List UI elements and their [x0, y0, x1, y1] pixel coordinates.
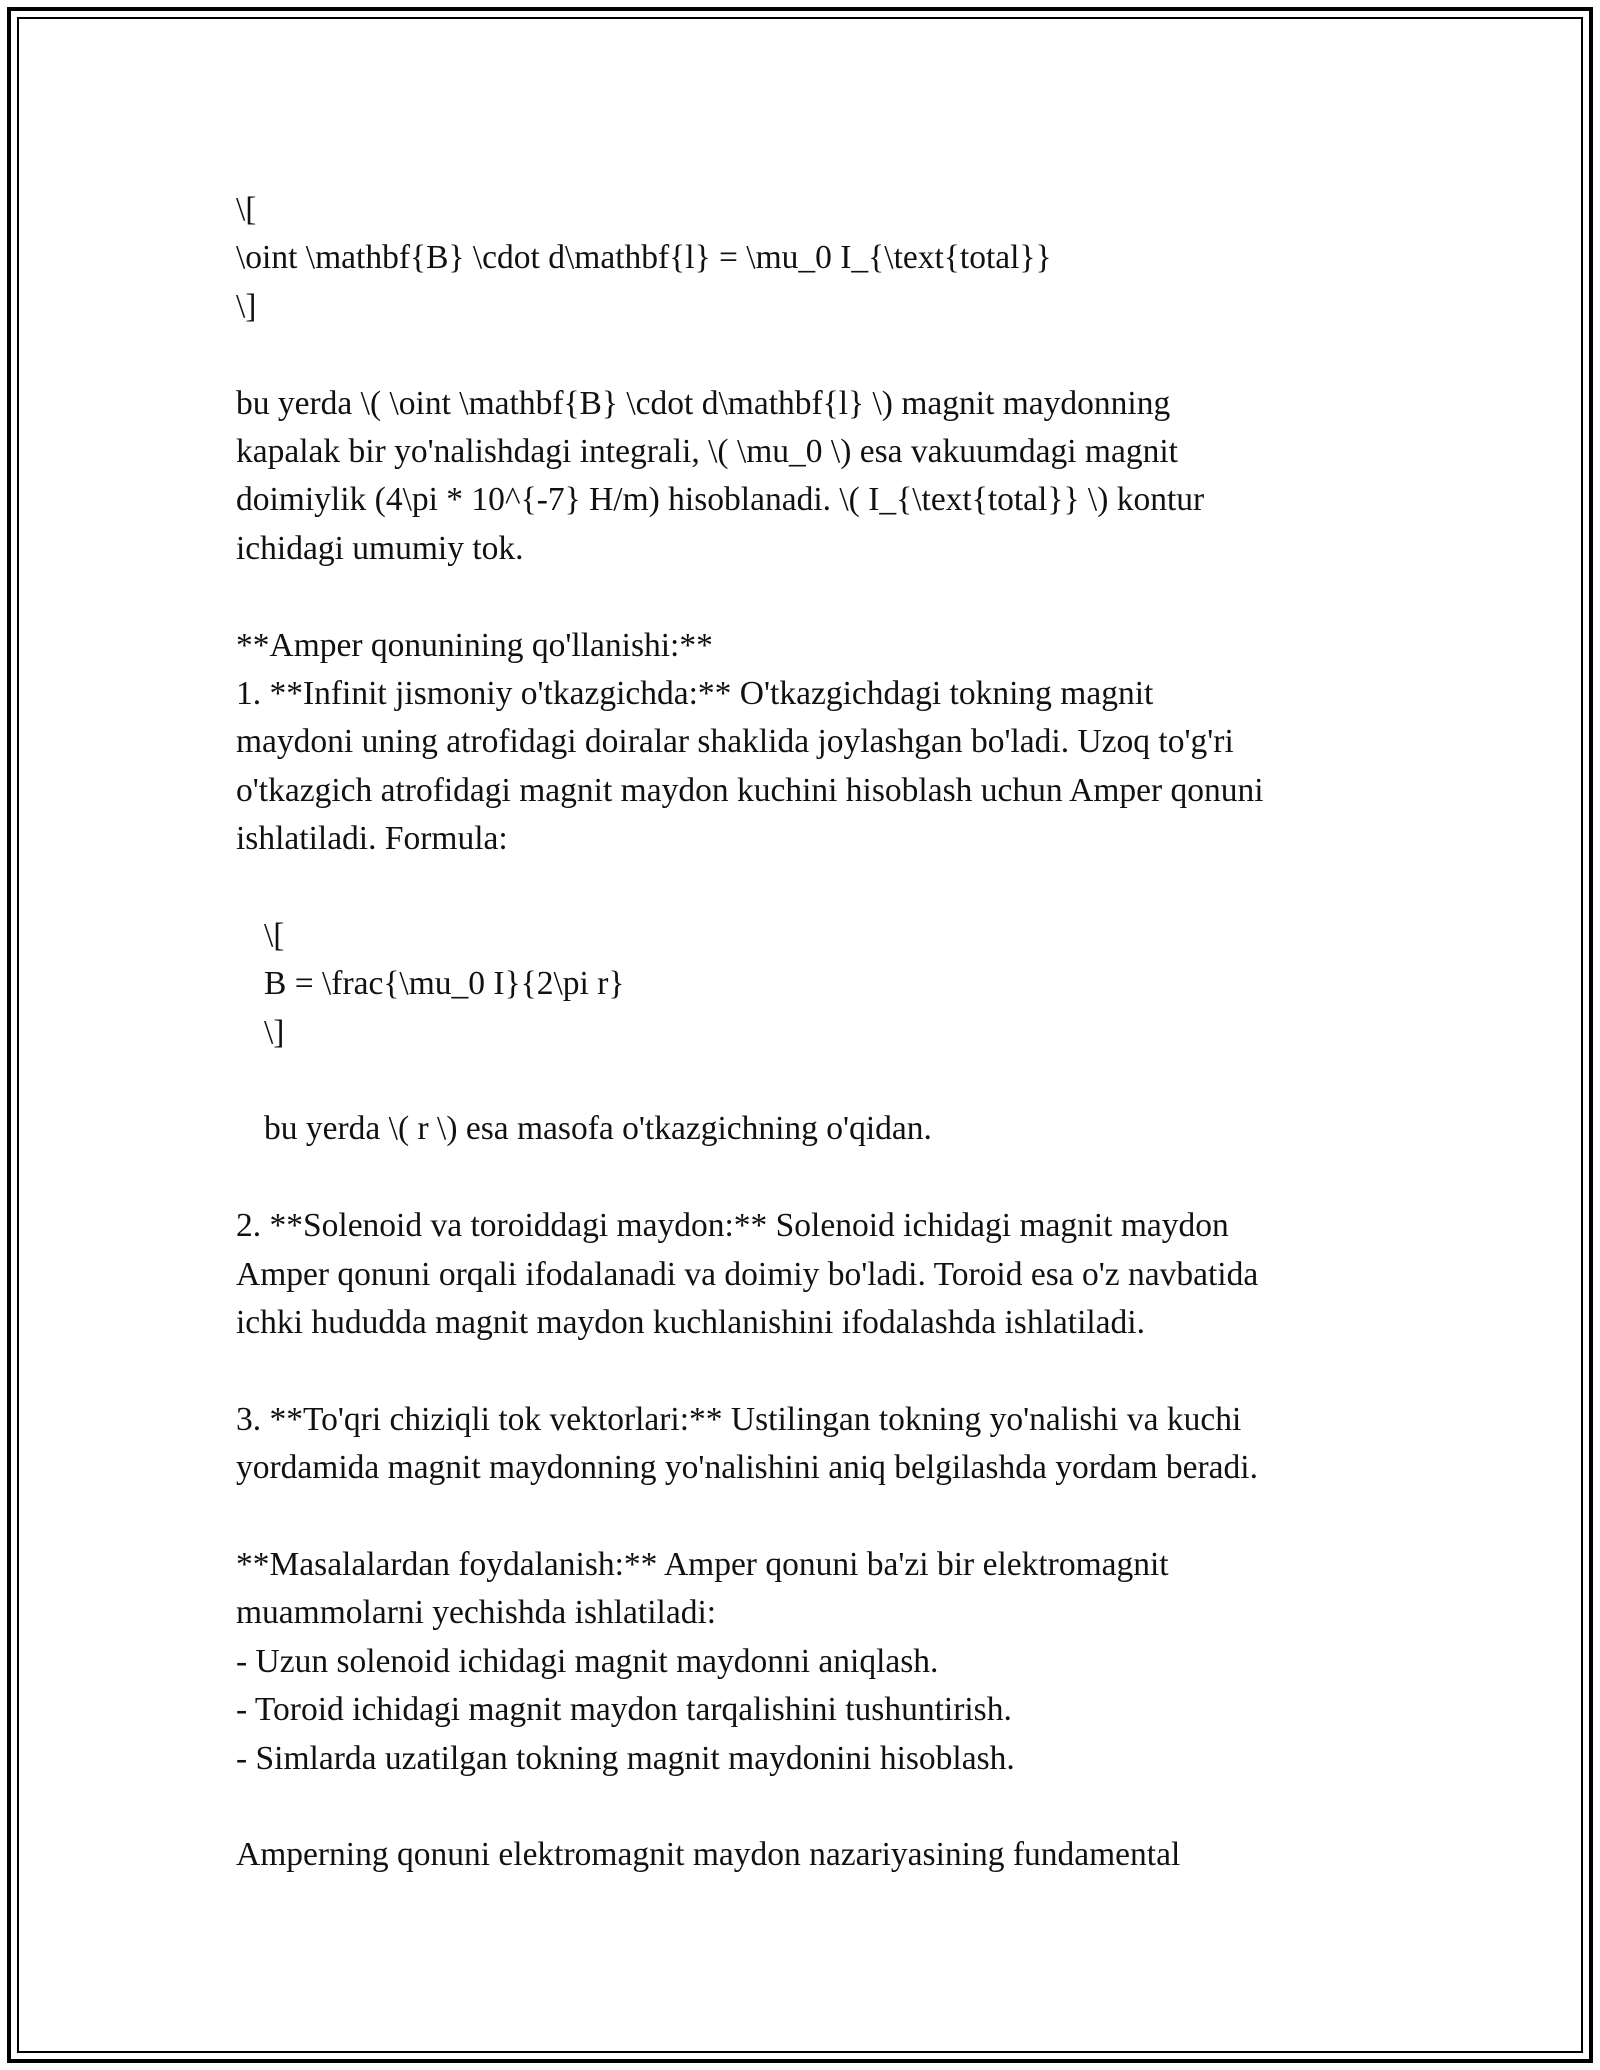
- section-heading: **Amper qonunining qo'llanishi:**: [236, 626, 713, 664]
- paragraph-line: kapalak bir yo'nalishdagi integrali, \( \mu_0 \) esa vakuumdagi magnit: [236, 432, 1178, 470]
- bullet-item: - Toroid ichidagi magnit maydon tarqalishini tushuntirish.: [236, 1691, 1012, 1729]
- document-body: [236, 186, 1396, 1880]
- formula-close: \]: [264, 1013, 285, 1051]
- blank-line: [236, 1493, 1396, 1541]
- blank-line: [236, 1783, 1396, 1831]
- formula-close: \]: [236, 287, 257, 325]
- blank-line: [236, 1347, 1396, 1395]
- list-item-line: 1. **Infinit jismoniy o'tkazgichda:** O'tkazgichdagi tokning magnit: [236, 674, 1154, 712]
- paragraph-line: bu yerda \( r \) esa masofa o'tkazgichning o'qidan.: [264, 1110, 932, 1148]
- list-item-line: maydoni uning atrofidagi doiralar shaklida joylashgan bo'ladi. Uzoq to'g'ri: [236, 723, 1234, 761]
- blank-line: [236, 1057, 1396, 1105]
- bullet-item: - Simlarda uzatilgan tokning magnit maydonini hisoblash.: [236, 1739, 1015, 1777]
- formula-open: \[: [236, 191, 257, 228]
- paragraph-line: muammolarni yechishda ishlatiladi:: [236, 1594, 717, 1632]
- blank-line: [236, 1154, 1396, 1202]
- list-item-line: o'tkazgich atrofidagi magnit maydon kuchini hisoblash uchun Amper qonuni: [236, 771, 1264, 809]
- paragraph-line: doimiylik (4\pi * 10^{-7} H/m) hisoblanadi. \( I_{\text{total}} \) kontur: [236, 481, 1205, 519]
- paragraph-line: bu yerda \( \oint \mathbf{B} \cdot d\mathbf{l} \) magnit maydonning: [236, 384, 1171, 422]
- list-item-line: Amper qonuni orqali ifodalanadi va doimiy bo'ladi. Toroid esa o'z navbatida: [236, 1255, 1259, 1293]
- bullet-item: - Uzun solenoid ichidagi magnit maydonni aniqlash.: [236, 1642, 939, 1680]
- blank-line: [236, 863, 1396, 911]
- list-item-line: ichki hududda magnit maydon kuchlanishini ifodalashda ishlatiladi.: [236, 1303, 1145, 1341]
- list-item-line: 2. **Solenoid va toroiddagi maydon:** Solenoid ichidagi magnit maydon: [236, 1207, 1229, 1245]
- formula-open: \[: [264, 916, 285, 954]
- list-item-line: 3. **To'qri chiziqli tok vektorlari:** Ustilingan tokning yo'nalishi va kuchi: [236, 1400, 1242, 1438]
- formula-line: B = \frac{\mu_0 I}{2\pi r}: [264, 965, 625, 1003]
- list-item-line: ishlatiladi. Formula:: [236, 820, 508, 858]
- paragraph-line: **Masalalardan foydalanish:** Amper qonuni ba'zi bir elektromagnit: [236, 1545, 1169, 1583]
- paragraph-line: ichidagi umumiy tok.: [236, 529, 524, 567]
- paragraph-line: Amperning qonuni elektromagnit maydon nazariyasining fundamental: [236, 1836, 1181, 1874]
- formula-line: \oint \mathbf{B} \cdot d\mathbf{l} = \mu_0 I_{\text{total}}: [236, 239, 1052, 277]
- blank-line: [236, 331, 1396, 379]
- blank-line: [236, 573, 1396, 621]
- list-item-line: yordamida magnit maydonning yo'nalishini aniq belgilashda yordam beradi.: [236, 1449, 1258, 1487]
